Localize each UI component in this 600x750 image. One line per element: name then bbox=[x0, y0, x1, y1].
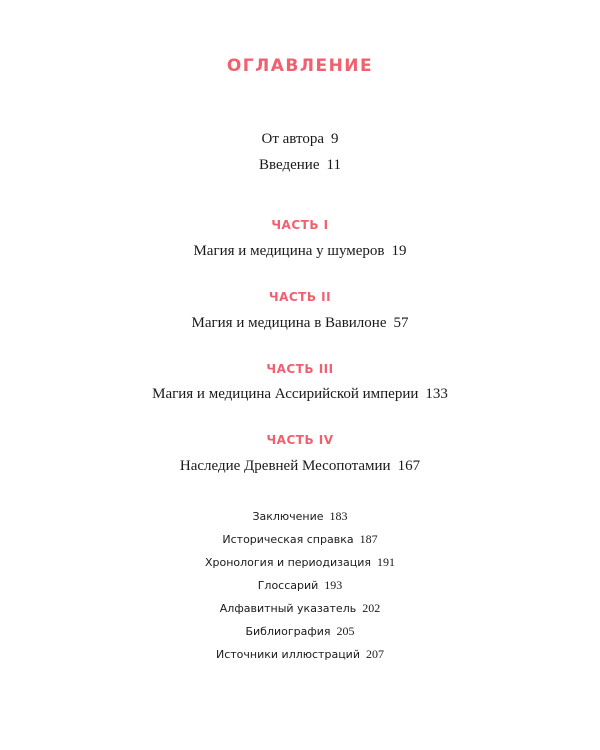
part-heading-1: ЧАСТЬ I bbox=[271, 218, 329, 232]
entry-label: Глоссарий bbox=[257, 579, 319, 592]
toc-entry-part-4[interactable] bbox=[0, 458, 600, 475]
entry-page: 133 bbox=[425, 386, 448, 402]
entry-label: Библиография bbox=[245, 625, 331, 638]
part-heading-3: ЧАСТЬ III bbox=[266, 362, 334, 376]
entry-label: От автора bbox=[261, 131, 325, 147]
entry-label: Магия и медицина у шумеров bbox=[193, 243, 385, 259]
entry-label: Заключение bbox=[252, 510, 324, 523]
toc-entry-bibliography[interactable] bbox=[0, 624, 600, 639]
entry-label: Магия и медицина Ассирийской империи bbox=[152, 386, 419, 402]
entry-page: 202 bbox=[362, 601, 381, 615]
entry-page: 207 bbox=[365, 647, 384, 661]
entry-page: 193 bbox=[324, 578, 343, 592]
entry-page: 205 bbox=[336, 624, 355, 638]
entry-page: 191 bbox=[377, 555, 396, 569]
toc-entry-introduction[interactable] bbox=[0, 157, 600, 174]
entry-page: 167 bbox=[397, 458, 421, 474]
toc-entry-illustration-sources[interactable] bbox=[0, 647, 600, 662]
entry-label: Введение bbox=[259, 157, 320, 173]
entry-label: Хронология и периодизация bbox=[204, 556, 372, 569]
toc-entry-chronology[interactable] bbox=[0, 555, 600, 570]
entry-page: 19 bbox=[391, 243, 407, 259]
toc-title: ОГЛАВЛЕНИЕ bbox=[226, 56, 374, 76]
toc-entry-index[interactable] bbox=[0, 601, 600, 616]
toc-entry-part-2[interactable] bbox=[0, 315, 600, 332]
entry-label: Магия и медицина в Вавилоне bbox=[191, 315, 387, 331]
entry-page: 9 bbox=[331, 131, 339, 147]
toc-entry-author-note[interactable] bbox=[0, 131, 600, 148]
entry-label: Историческая справка bbox=[222, 533, 354, 546]
toc-entry-glossary[interactable] bbox=[0, 578, 600, 593]
entry-page: 57 bbox=[393, 315, 409, 331]
toc-entry-conclusion[interactable] bbox=[0, 509, 600, 524]
entry-label: Наследие Древней Месопотамии bbox=[179, 458, 391, 474]
entry-page: 11 bbox=[326, 157, 341, 173]
entry-label: Алфавитный указатель bbox=[219, 602, 357, 615]
entry-page: 187 bbox=[359, 532, 378, 546]
part-heading-4: ЧАСТЬ IV bbox=[266, 433, 334, 447]
entry-page: 183 bbox=[329, 509, 348, 523]
toc-entry-part-1[interactable] bbox=[0, 243, 600, 260]
toc-entry-historical-note[interactable] bbox=[0, 532, 600, 547]
toc-entry-part-3[interactable] bbox=[0, 386, 600, 403]
entry-label: Источники иллюстраций bbox=[216, 648, 360, 661]
part-heading-2: ЧАСТЬ II bbox=[268, 290, 332, 304]
